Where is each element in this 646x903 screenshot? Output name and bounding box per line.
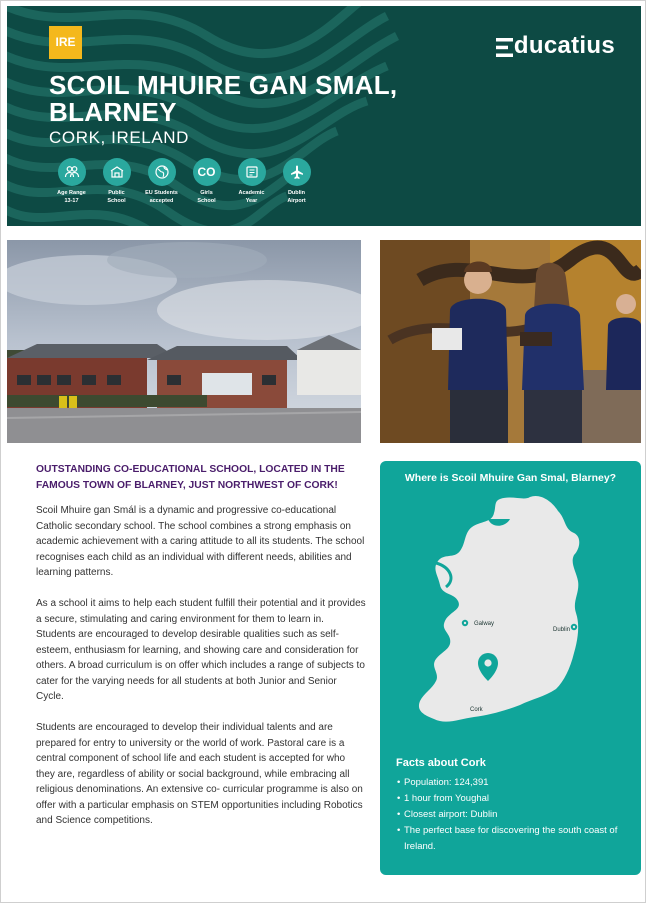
globe-icon (148, 158, 176, 186)
feature-label: Girls (200, 190, 213, 196)
map-label-galway: Galway (474, 621, 495, 627)
school-building-photo (7, 240, 361, 443)
feature-label: Year (245, 198, 258, 204)
fact-item: • Closest airport: Dublin (397, 807, 627, 823)
logo-e-icon (496, 38, 513, 57)
fact-item: • 1 hour from Youghal (397, 791, 627, 807)
feature-dublin-airport (274, 158, 319, 205)
article-paragraph: As a school it aims to help each student fulfill their potential and it provides a secure, stimulating and caring environment for them to learn in. Students are encouraged to develop desirable qualities such as self- esteem, enthusiasm for learning, and showing care and consideration for others. A broad curriculum is on offer which includes a range of subjects to cater for the varying needs for all students at both Junior and Senior Cycle. (36, 598, 366, 702)
country-badge: IRE (49, 26, 82, 59)
feature-academic-year (229, 158, 274, 205)
feature-eu-students (139, 158, 184, 205)
feature-label: Public (108, 190, 125, 196)
map-label-cork: Cork (470, 707, 483, 713)
school-building-icon (103, 158, 131, 186)
facts-list (397, 775, 627, 855)
location-panel-title: Where is Scoil Mhuire Gan Smal, Blarney? (404, 472, 617, 484)
co-icon (193, 158, 221, 186)
book-icon (238, 158, 266, 186)
students-photo (380, 240, 641, 443)
fact-item: • The perfect base for discovering the south coast of Ireland. (397, 823, 627, 855)
co-icon-text: CO (197, 165, 216, 179)
header-banner (7, 6, 641, 226)
map-label-dublin: Dublin (553, 627, 571, 633)
feature-girls-school (184, 158, 229, 205)
airplane-icon (283, 158, 311, 186)
brand-logo[interactable] (496, 32, 615, 60)
galway-pin-icon (462, 620, 468, 626)
page-title: SCOIL MHUIRE GAN SMAL, BLARNEY (49, 70, 398, 127)
feature-label: EU Students (145, 190, 178, 196)
facts-title: Facts about Cork (396, 757, 486, 769)
ireland-map (380, 489, 641, 749)
feature-label: Academic (238, 190, 265, 196)
feature-label: Dublin (287, 190, 306, 196)
ireland-landmass (419, 496, 579, 722)
article-body (36, 503, 366, 844)
feature-icons-row (49, 158, 319, 205)
users-icon (58, 158, 86, 186)
feature-label: School (197, 198, 216, 204)
dublin-pin-icon (571, 624, 577, 630)
article-headline: OUTSTANDING CO-EDUCATIONAL SCHOOL, LOCATED IN THE FAMOUS TOWN OF BLARNEY, JUST NORTHWEST OF CORK! (36, 464, 345, 491)
feature-age-range (49, 158, 94, 205)
feature-label: School (107, 198, 126, 204)
article-paragraph: Students are encouraged to develop their individual talents and are prepared for entry to university or the world of work. Pastoral care is a central component of school life and each student is accepted for who they are, regardless of ability or social background, while embracing all religious denominations. An extensive co- curricular programme is also on offer with a particular emphasis on STEM opportunities including Robotics and Science competitions. (36, 722, 363, 826)
feature-label: Airport (287, 198, 306, 204)
feature-label: accepted (149, 198, 174, 204)
feature-label: 13-17 (64, 198, 79, 204)
article-paragraph: Scoil Mhuire gan Smál is a dynamic and progressive co-educational Catholic secondary school. The school combines a strong emphasis on academic achievement with a caring attitude to all its students. The school recognises each child as an individual with different needs, abilities and learning patterns. (36, 505, 365, 578)
page-subtitle: CORK, IRELAND (49, 128, 190, 147)
location-panel (380, 461, 641, 875)
brand-name: ducatius (513, 32, 615, 59)
feature-public-school (94, 158, 139, 205)
feature-label: Age Range (57, 190, 86, 196)
fact-item: • Population: 124,391 (397, 775, 627, 791)
